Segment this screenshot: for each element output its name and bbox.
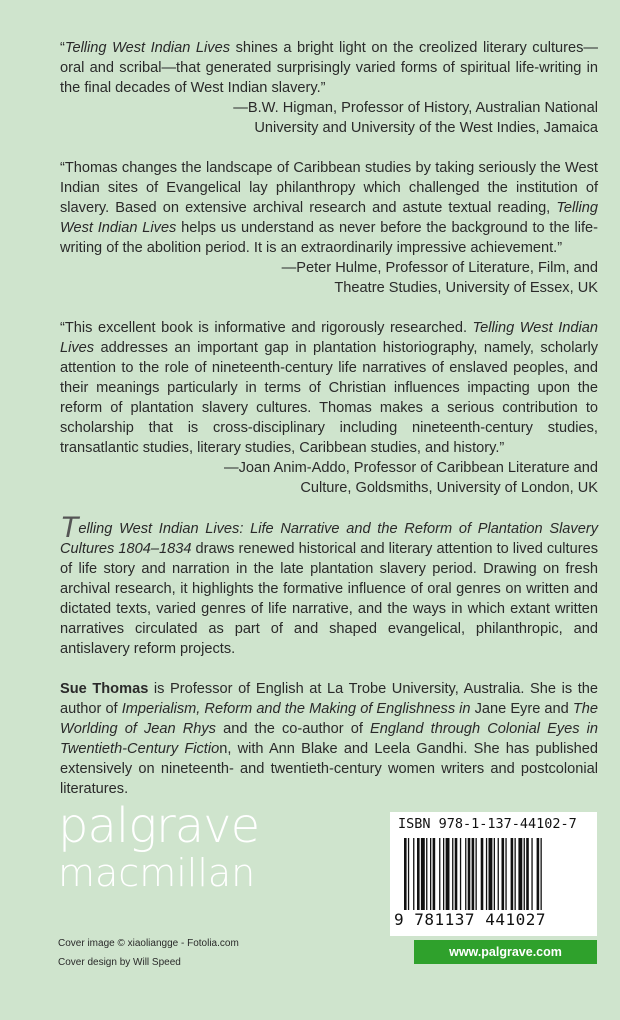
barcode-panel bbox=[390, 812, 597, 936]
quote-attribution-cont: University and University of the West Indies, Jamaica bbox=[254, 120, 598, 136]
quote-text: “This excellent book is informative and rigorously researched. Telling West Indian Lives addresses an important gap in plantation historiography, namely, scholarly attention to the role of nineteenth-century life narratives of enslaved peoples, and their meanings particularly in terms of Christian influences impacting upon the reform of plantation slavery cultures. Thomas makes a serious contribution to scholarship that is cross-disciplinary including nineteenth-century studies, transatlantic studies, literary studies, Caribbean studies, and history.” bbox=[60, 320, 599, 456]
logo-line-palgrave: palgrave bbox=[58, 798, 260, 854]
endorsement-higman bbox=[60, 38, 598, 138]
barcode-bar bbox=[537, 838, 540, 910]
barcode-bar bbox=[518, 838, 522, 910]
barcode-bar bbox=[476, 838, 477, 910]
barcode-bar bbox=[465, 838, 466, 910]
publisher-url: www.palgrave.com bbox=[414, 940, 597, 964]
quote-text: “Thomas changes the landscape of Caribbean studies by taking seriously the West Indian sites of Evangelical lay philanthropy which challenged the institution of slavery. Based on extensive archival research and astute textual reading, Telling West Indian Lives helps us understand as never before the background to the life-writing of the abolition period. It is an extraordinarily impressive achievement.” bbox=[60, 160, 598, 256]
barcode-bar bbox=[472, 838, 475, 910]
barcode-bar bbox=[460, 838, 461, 910]
quote-attribution: —B.W. Higman, Professor of History, Australian National bbox=[233, 100, 598, 116]
barcode-bar bbox=[511, 838, 514, 910]
quote-attribution: —Joan Anim-Addo, Professor of Caribbean Literature and bbox=[224, 460, 598, 476]
barcode-bar bbox=[505, 838, 506, 910]
barcode-bar bbox=[489, 838, 493, 910]
back-cover-text bbox=[60, 38, 598, 799]
barcode-graphic bbox=[404, 838, 590, 910]
barcode-bar bbox=[502, 838, 505, 910]
barcode-bar bbox=[486, 838, 487, 910]
quote-attribution-cont: Theatre Studies, University of Essex, UK bbox=[334, 280, 598, 296]
barcode-bar bbox=[541, 838, 542, 910]
barcode-bar bbox=[443, 838, 444, 910]
quote-attribution: —Peter Hulme, Professor of Literature, Film, and bbox=[281, 260, 598, 276]
barcode-bar bbox=[515, 838, 516, 910]
barcode-bar bbox=[481, 838, 484, 910]
cover-image-credit: Cover image © xiaoliangge - Fotolia.com bbox=[58, 938, 239, 949]
quote-text: “Telling West Indian Lives shines a bright light on the creolized literary cultures—oral and scribal—that generated surprisingly varied forms of spiritual life-writing in the final decades of West Indian slavery.” bbox=[60, 40, 599, 96]
barcode-bar bbox=[430, 838, 431, 910]
book-description: Telling West Indian Lives: Life Narrative and the Reform of Plantation Slavery Cultures 1804–1834 draws renewed historical and literary attention to lived cultures of life story and narration in the late plantation slavery period. Drawing on fresh archival research, it highlights the formative influence of oral genres on written and dictated texts, varied genres of life narrative, and the ways in which extant written narratives circulated as part of and shaped evangelical, philanthropic, and antislavery reform projects. bbox=[60, 511, 598, 657]
cover-credits bbox=[58, 934, 239, 972]
endorsement-hulme bbox=[60, 158, 598, 298]
barcode-bar bbox=[494, 838, 495, 910]
barcode-bar bbox=[531, 838, 532, 910]
barcode-bar bbox=[404, 838, 407, 910]
author-bio: Sue Thomas is Professor of English at La Trobe University, Australia. She is the author of Imperialism, Reform and the Making of Englishness in Jane Eyre and The Worlding of Jean Rhys and the co-author of England through Colonial Eyes in Twentieth-Century Fiction, with Ann Blake and Leela Gandhi. She has published extensively on nineteenth- and twentieth-century women writers and postcolonial literatures. bbox=[60, 681, 598, 797]
barcode-bar bbox=[417, 838, 420, 910]
barcode-bar bbox=[498, 838, 499, 910]
barcode-bar bbox=[446, 838, 450, 910]
drop-cap: T bbox=[60, 511, 79, 544]
barcode-bar bbox=[433, 838, 436, 910]
publisher-logo bbox=[58, 800, 259, 894]
barcode-bar bbox=[421, 838, 425, 910]
isbn-text: ISBN 978-1-137-44102-7 bbox=[398, 816, 577, 832]
barcode-bar bbox=[468, 838, 471, 910]
barcode-bar bbox=[439, 838, 440, 910]
barcode-bar bbox=[526, 838, 529, 910]
endorsement-anim-addo bbox=[60, 318, 598, 498]
barcode-number: 9 781137 441027 bbox=[394, 910, 546, 929]
quote-attribution-cont: Culture, Goldsmiths, University of London, UK bbox=[300, 480, 598, 496]
barcode-bar bbox=[452, 838, 453, 910]
barcode-bar bbox=[426, 838, 427, 910]
cover-design-credit: Cover design by Will Speed bbox=[58, 957, 181, 968]
barcode-bar bbox=[408, 838, 409, 910]
barcode-bar bbox=[413, 838, 414, 910]
barcode-bar bbox=[524, 838, 525, 910]
barcode-bar bbox=[455, 838, 458, 910]
logo-line-macmillan: macmillan bbox=[58, 851, 256, 895]
